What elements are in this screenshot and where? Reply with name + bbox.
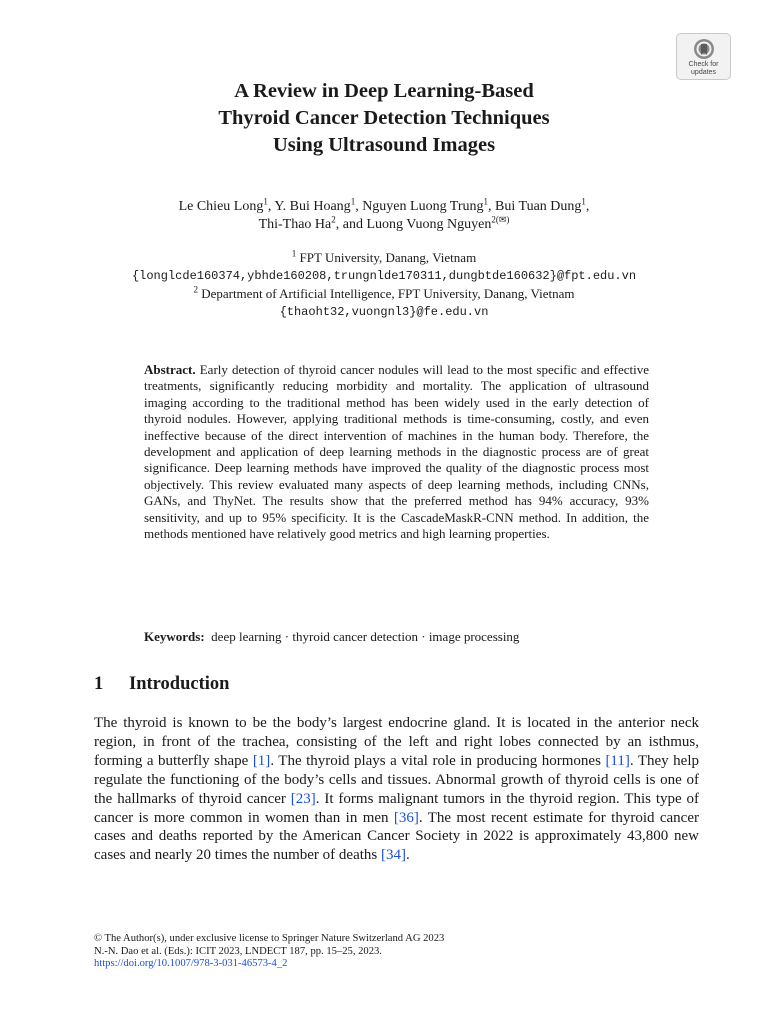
body-text: The thyroid is known to be the body’s largest endocrine gland. It is located in the anterior neck region, in front of the trachea, consisting of the left and right lobes connected by an isthmus, forming a butterfly shape [94,715,699,769]
citation-link[interactable]: [34] [381,847,406,864]
citation-link[interactable]: [11] [605,752,630,769]
email-list-1: {longlcde160374,ybhde160208,trungnlde170311,dungbtde160632}@fpt.edu.vn [131,269,637,283]
doi-link[interactable]: https://doi.org/10.1007/978-3-031-46573-4_2 [94,958,288,969]
affiliations [84,249,684,321]
section-title: Introduction [129,674,230,694]
author-line-1 [84,198,684,216]
separator: , [267,199,275,214]
bookmark-ribbon-icon [693,38,715,60]
author-name: Y. Bui Hoang [274,199,351,214]
author-affiliation-mark: 1 [350,196,356,207]
separator: , and [335,217,367,232]
body-text: . [406,847,410,864]
email-list-2: {thaoht32,vuongnl3}@fe.edu.vn [279,305,489,319]
title-line-1: A Review in Deep Learning-Based [234,80,534,102]
author-name: Thi-Thao Ha [258,217,332,232]
separator: , [585,199,590,214]
affiliation-number: 2 [193,284,198,295]
author-affiliation-mark: 1 [263,196,268,207]
affiliation-number: 1 [291,248,297,259]
corresponding-author-mark: 2(✉) [491,214,510,225]
title-line-2: Thyroid Cancer Detection Techniques [218,107,550,129]
copyright-line: © The Author(s), under exclusive license to Springer Nature Switzerland AG 2023 [94,933,445,944]
author-affiliation-mark: 1 [483,196,489,207]
badge-line-1: Check for [688,61,719,68]
abstract-label: Abstract. [144,362,196,377]
author-list [84,198,684,234]
author-line-2 [84,216,684,234]
keywords-label: Keywords: [144,629,205,644]
affiliation-1 [84,249,684,267]
check-for-updates-badge[interactable] [676,33,731,80]
author-name: Bui Tuan Dung [495,199,582,214]
section-heading [94,674,229,695]
affiliation-text: Department of Artificial Intelligence, FPT University, Danang, Vietnam [197,286,575,301]
author-name: Le Chieu Long [178,199,264,214]
abstract [144,362,649,542]
copyright-footer [94,933,699,971]
author-affiliation-mark: 2 [331,214,336,225]
body-text: . The thyroid plays a vital role in producing hormones [270,752,606,769]
body-paragraph [94,714,699,865]
citation-link[interactable]: [36] [393,809,419,826]
affiliation-2 [84,285,684,303]
separator: , [488,199,496,214]
body-text: . They help regulate the functioning of the body’s cells and tissues. Abnormal growth of thyroid cells is one of the hallmarks of thyroid cancer [94,752,700,807]
citation-line: N.-N. Dao et al. (Eds.): ICIT 2023, LNDECT 187, pp. 15–25, 2023. [94,945,382,957]
keywords [144,629,649,645]
body-text: . The most recent estimate for thyroid cancer cases and deaths reported by the American Cancer Society in 2022 is approximately 43,800 new cases and nearly 20 times the number of deaths [94,809,699,864]
citation-link[interactable]: [23] [290,790,316,807]
affiliation-text: FPT University, Danang, Vietnam [296,250,477,265]
author-name: Nguyen Luong Trung [362,199,484,214]
body-text: . It forms malignant tumors in the thyroid region. This type of cancer is more common in women than in men [94,790,700,826]
separator: , [355,199,363,214]
abstract-text: Early detection of thyroid cancer nodules will lead to the most specific and effective treatments, significantly reducing morbidity and mortality. The application of ultrasound imaging according to the traditional method has been widely used in the early detection of thyroid nodules. However, applying traditional methods is time-consuming, costly, and even ineffective because of the direct intervention of machines in the human body. Therefore, the development and application of deep learning methods in the diagnostic process are of great significance. Deep learning methods have improved the quality of the diagnostic process most objectively. This review evaluated many aspects of deep learning methods, including CNNs, GANs, and ThyNet. The results show that the preferred method has 94% accuracy, 93% sensitivity, and up to 95% specificity. It is the CascadeMaskR-CNN method. In addition, the methods mentioned have relatively good metrics and high learning properties. [144,362,649,542]
keywords-text: deep learning · thyroid cancer detection · image processing [211,629,520,644]
corresponding-author-name: Luong Vuong Nguyen [366,217,492,232]
title-line-3: Using Ultrasound Images [272,134,496,156]
paper-title [84,78,684,159]
citation-link[interactable]: [1] [252,752,271,769]
author-affiliation-mark: 1 [581,196,586,207]
badge-line-2: updates [691,69,716,76]
section-number: 1 [94,674,104,694]
